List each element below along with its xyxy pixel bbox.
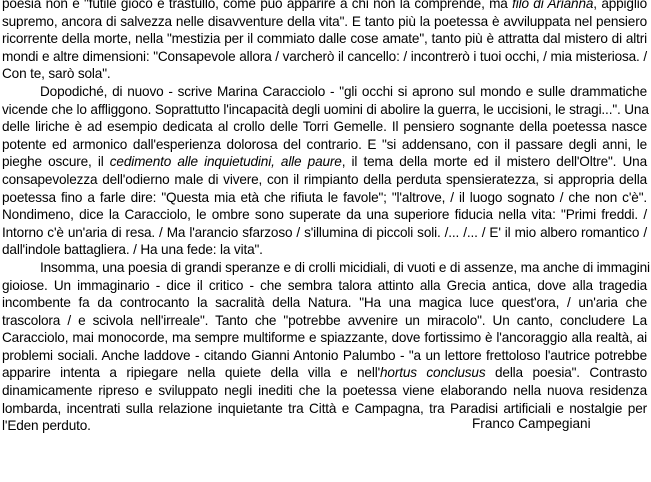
text-line	[2, 171, 647, 189]
text-line	[2, 13, 647, 31]
text-segment: Intorno c'è un'aria di resa. / Ma l'arancio sfarzoso / s'illumina di piccoli soli. /... /... / E' il mio albero romantico /	[2, 224, 647, 240]
text-segment: Con te, sarò sola".	[2, 66, 111, 82]
text-line	[2, 136, 647, 154]
text-line	[2, 83, 647, 101]
text-segment: trascolora / e scivola nell'irreale". Tanto che "potrebbe avvenire un miracolo". Un canto, concludere La	[2, 312, 647, 328]
text-line	[2, 48, 647, 66]
text-line	[2, 206, 647, 224]
text-segment: gioiose. Un immaginario - dice il critico - che sembra talora attinto alla Grecia antica, dove alla tragedia	[2, 277, 647, 293]
italic-text: filo di Arianna	[512, 0, 594, 11]
text-line	[2, 364, 647, 382]
text-segment: Caracciolo, mai monocorde, ma sempre multiforme e spiazzante, dove fortissimo è l'ancoraggio alla realtà, ai	[2, 330, 647, 346]
text-line	[2, 382, 647, 400]
text-line	[2, 277, 647, 295]
text-line	[2, 224, 647, 242]
text-segment: delle liriche è ad esempio dedicata al crollo delle Torri Gemelle. Il pensiero sognante della poetessa nasce	[2, 119, 647, 135]
text-line	[2, 312, 647, 330]
text-line	[2, 101, 647, 119]
text-line	[2, 0, 647, 13]
text-segment: apparire intenta a ripiegare nella quiete della villa e nell'	[2, 365, 381, 381]
text-segment: consapevolezza dell'odierno male di vivere, con il rimpianto della perduta spensieratezza, si appropria della	[2, 171, 647, 187]
text-segment: incombente fa da controcanto la sacralità della Natura. "Ha una magica luce quest'ora, / un'aria che	[2, 295, 647, 311]
text-line	[2, 329, 647, 347]
text-segment: Insomma, una poesia di grandi speranze e di crolli micidiali, di vuoti e di assenze, ma anche di immagini	[40, 259, 650, 275]
text-segment: poetessa fino a farle dire: "Questa mia età che rifiuta le favole"; "l'altrove, / il luogo sognato / che non c'è".	[2, 189, 647, 205]
text-segment: mondi e altre dimensioni: "Consapevole allora / varcherò il cancello: / incontrerò i tuoi occhi, / mia misteriosa. /	[2, 48, 647, 64]
text-line	[2, 65, 647, 83]
text-segment: pieghe oscure, il	[2, 154, 110, 170]
author-signature: Franco Campegiani	[472, 416, 591, 431]
text-segment: potente ed armonico dall'esperienza dolorosa del contrario. E "si addensano, con il passare degli anni, le	[2, 136, 647, 152]
text-line	[2, 153, 647, 171]
italic-text: hortus conclusus	[380, 365, 486, 381]
text-segment: ricorrente della morte, nella "mestizia per il commiato dalle cose amate", tanto più è attratta dal mistero di altri	[2, 31, 647, 47]
paragraph	[2, 83, 647, 259]
paragraph	[2, 259, 650, 435]
text-segment: , appiglio	[593, 0, 647, 11]
text-segment: Nondimeno, dice la Caracciolo, le ombre sono superate da una superiore fiducia nella vita: "Primi freddi. /	[2, 207, 647, 223]
text-segment: , il tema della morte ed il mistero dell'Oltre". Una	[341, 154, 647, 170]
text-segment: Dopodiché, di nuovo - scrive Marina Caracciolo - "gli occhi si aprono sul mondo e sulle drammatiche	[40, 83, 647, 99]
text-segment: l'Eden perduto.	[2, 418, 91, 434]
article-body	[2, 0, 650, 435]
text-line	[2, 241, 647, 259]
text-line	[2, 189, 647, 207]
text-line	[2, 118, 647, 136]
text-line	[2, 294, 647, 312]
text-line	[2, 347, 647, 365]
text-segment: dall'indole battagliera. / Ha una fede: la vita".	[2, 242, 263, 258]
text-segment: dinamicamente ripreso e sviluppato negli inediti che la poetessa viene elaborando nella nuova residenza	[2, 383, 647, 399]
paragraph	[2, 0, 647, 83]
text-line	[2, 259, 650, 277]
text-segment: vicende che lo affliggono. Soprattutto l'incapacità degli uomini di abolire la guerra, le uccisioni, le stragi...". Una	[2, 101, 649, 117]
text-segment: problemi sociali. Anche laddove - citando Gianni Antonio Palumbo - "a un lettore frettoloso l'autrice potrebbe	[2, 347, 647, 363]
italic-text: cedimento alle inquietudini, alle paure	[109, 154, 342, 170]
text-line	[2, 30, 647, 48]
text-segment: supremo, ancora di salvezza nelle disavventure della vita". E tanto più la poetessa è avviluppata nel pensiero	[2, 13, 647, 29]
text-segment: della poesia". Contrasto	[485, 365, 647, 381]
text-segment: poesia non è "futile gioco e trastullo, come può apparire a chi non la comprende, ma	[2, 0, 513, 11]
text-segment: lombarda, incentrati sulla relazione inquietante tra Città e Campagna, tra Paradisi artificiali e nostalgie per	[2, 400, 647, 416]
